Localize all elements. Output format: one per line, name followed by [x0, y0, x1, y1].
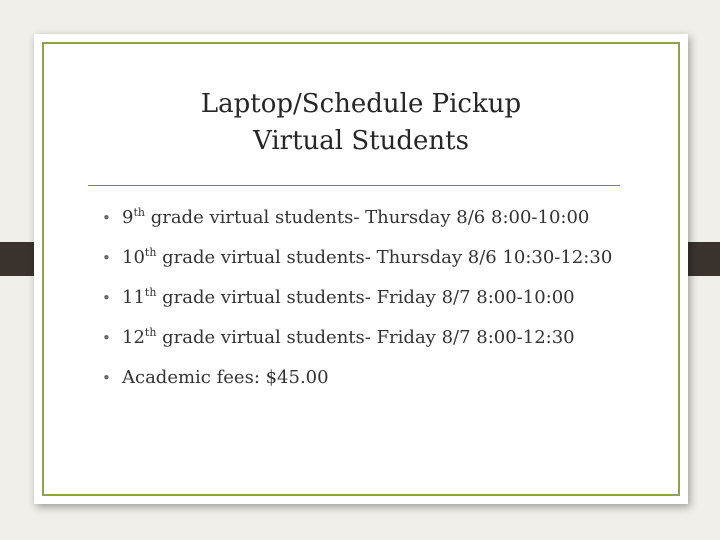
bullet-icon: • — [102, 289, 111, 307]
slide-title — [34, 86, 688, 160]
bullet-text: grade virtual students- Friday 8/7 8:00-10:00 — [156, 287, 575, 308]
bullet-icon: • — [102, 329, 111, 347]
fees-text: Academic fees: $45.00 — [122, 367, 329, 388]
grade-number: 10 — [122, 247, 145, 268]
title-line-1: Laptop/Schedule Pickup — [200, 89, 522, 119]
ordinal-suffix: th — [144, 246, 157, 259]
bullet-icon: • — [102, 369, 111, 387]
list-item — [102, 278, 612, 318]
left-side-tab — [0, 242, 38, 276]
bullet-text: grade virtual students- Thursday 8/6 10:30-12:30 — [156, 247, 613, 268]
bullet-list — [102, 198, 612, 398]
ordinal-suffix: th — [144, 286, 157, 299]
grade-number: 11 — [122, 287, 145, 308]
title-divider — [88, 185, 620, 186]
list-item — [102, 198, 612, 238]
bullet-icon: • — [102, 249, 111, 267]
grade-number: 9 — [122, 207, 134, 228]
grade-number: 12 — [122, 327, 145, 348]
bullet-text: grade virtual students- Friday 8/7 8:00-12:30 — [156, 327, 575, 348]
slide-card — [34, 34, 688, 504]
title-line-2: Virtual Students — [253, 126, 469, 156]
list-item — [102, 318, 612, 358]
list-item — [102, 358, 612, 398]
bullet-icon: • — [102, 209, 111, 227]
ordinal-suffix: th — [133, 206, 145, 219]
bullet-text: grade virtual students- Thursday 8/6 8:00-10:00 — [144, 207, 590, 228]
ordinal-suffix: th — [144, 326, 157, 339]
list-item — [102, 238, 612, 278]
